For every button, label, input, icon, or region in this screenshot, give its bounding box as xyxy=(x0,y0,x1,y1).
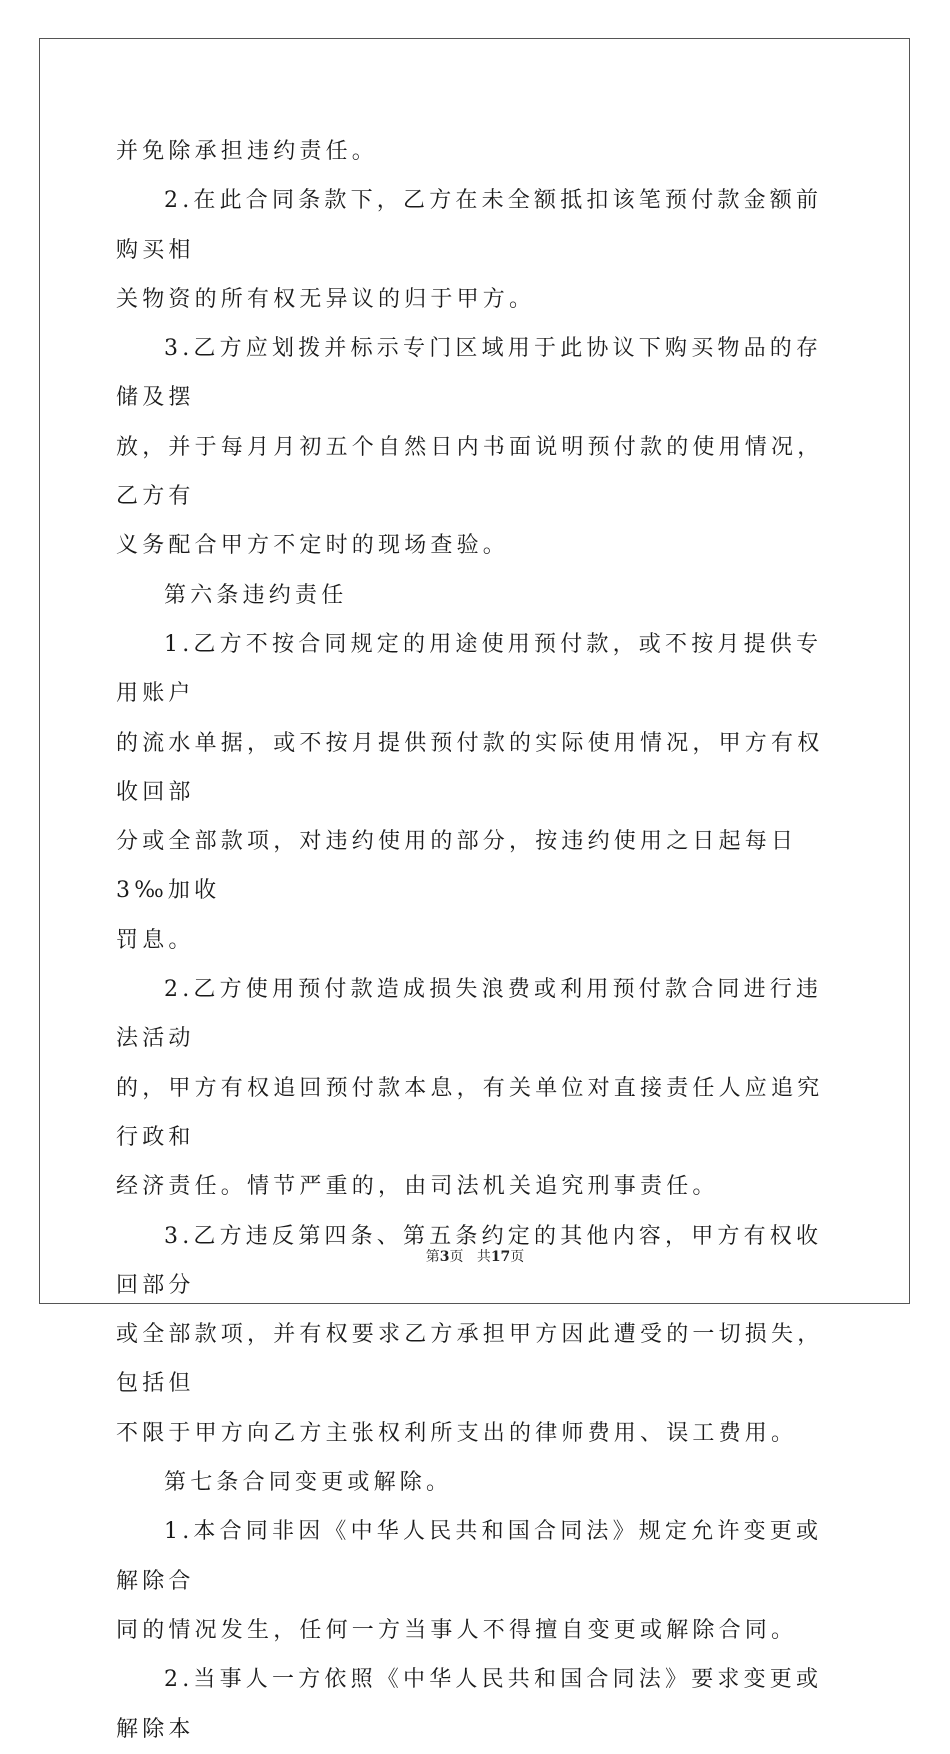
document-body xyxy=(116,127,832,1754)
text-line: 同的情况发生，任何一方当事人不得擅自变更或解除合同。 xyxy=(116,1617,798,1643)
text-line: 的，甲方有权追回预付款本息，有关单位对直接责任人应追究行政和 xyxy=(116,1075,824,1150)
text-line: 的流水单据，或不按月提供预付款的实际使用情况，甲方有权收回部 xyxy=(116,730,824,805)
section-heading: 第六条违约责任 xyxy=(164,582,348,608)
text-line: 1.乙方不按合同规定的用途使用预付款，或不按月提供专用账户 xyxy=(116,631,823,707)
text-line: 义务配合甲方不定时的现场查验。 xyxy=(116,533,510,559)
text-line: 2.当事人一方依照《中华人民共和国合同法》要求变更或解除本 xyxy=(116,1667,823,1742)
text-line: 2.乙方使用预付款造成损失浪费或利用预付款合同进行违法活动 xyxy=(116,977,823,1052)
text-line: 并免除承担违约责任。 xyxy=(116,139,379,164)
text-line: 1.本合同非因《中华人民共和国合同法》规定允许变更或解除合 xyxy=(116,1519,823,1594)
page-footer xyxy=(0,1247,950,1267)
text-line: 关物资的所有权无异议的归于甲方。 xyxy=(116,286,536,312)
text-line: 经济责任。情节严重的，由司法机关追究刑事责任。 xyxy=(116,1174,719,1200)
text-line: 罚息。 xyxy=(116,927,195,953)
total-suffix: 页 xyxy=(510,1249,525,1265)
text-line: 3.乙方违反第四条、第五条约定的其他内容，甲方有权收回部分 xyxy=(116,1223,823,1298)
page-suffix: 页 xyxy=(449,1249,464,1265)
text-line: 或全部款项，并有权要求乙方承担甲方因此遭受的一切损失，包括但 xyxy=(116,1322,824,1397)
text-line: 放，并于每月月初五个自然日内书面说明预付款的使用情况，乙方有 xyxy=(116,434,824,510)
text-line: 分或全部款项，对违约使用的部分，按违约使用之日起每日3‰加收 xyxy=(116,829,798,904)
text-line: 3.乙方应划拨并标示专门区域用于此协议下购买物品的存储及摆 xyxy=(116,336,823,411)
text-line: 不限于甲方向乙方主张权利所支出的律师费用、误工费用。 xyxy=(116,1420,798,1446)
page-total-number: 17 xyxy=(490,1249,511,1265)
section-heading: 第七条合同变更或解除。 xyxy=(164,1470,453,1496)
page-current-number: 3 xyxy=(439,1249,450,1265)
total-prefix: 共 xyxy=(476,1249,491,1265)
page-prefix: 第 xyxy=(425,1249,440,1265)
text-line: 2.在此合同条款下，乙方在未全额抵扣该笔预付款金额前购买相 xyxy=(116,188,823,263)
